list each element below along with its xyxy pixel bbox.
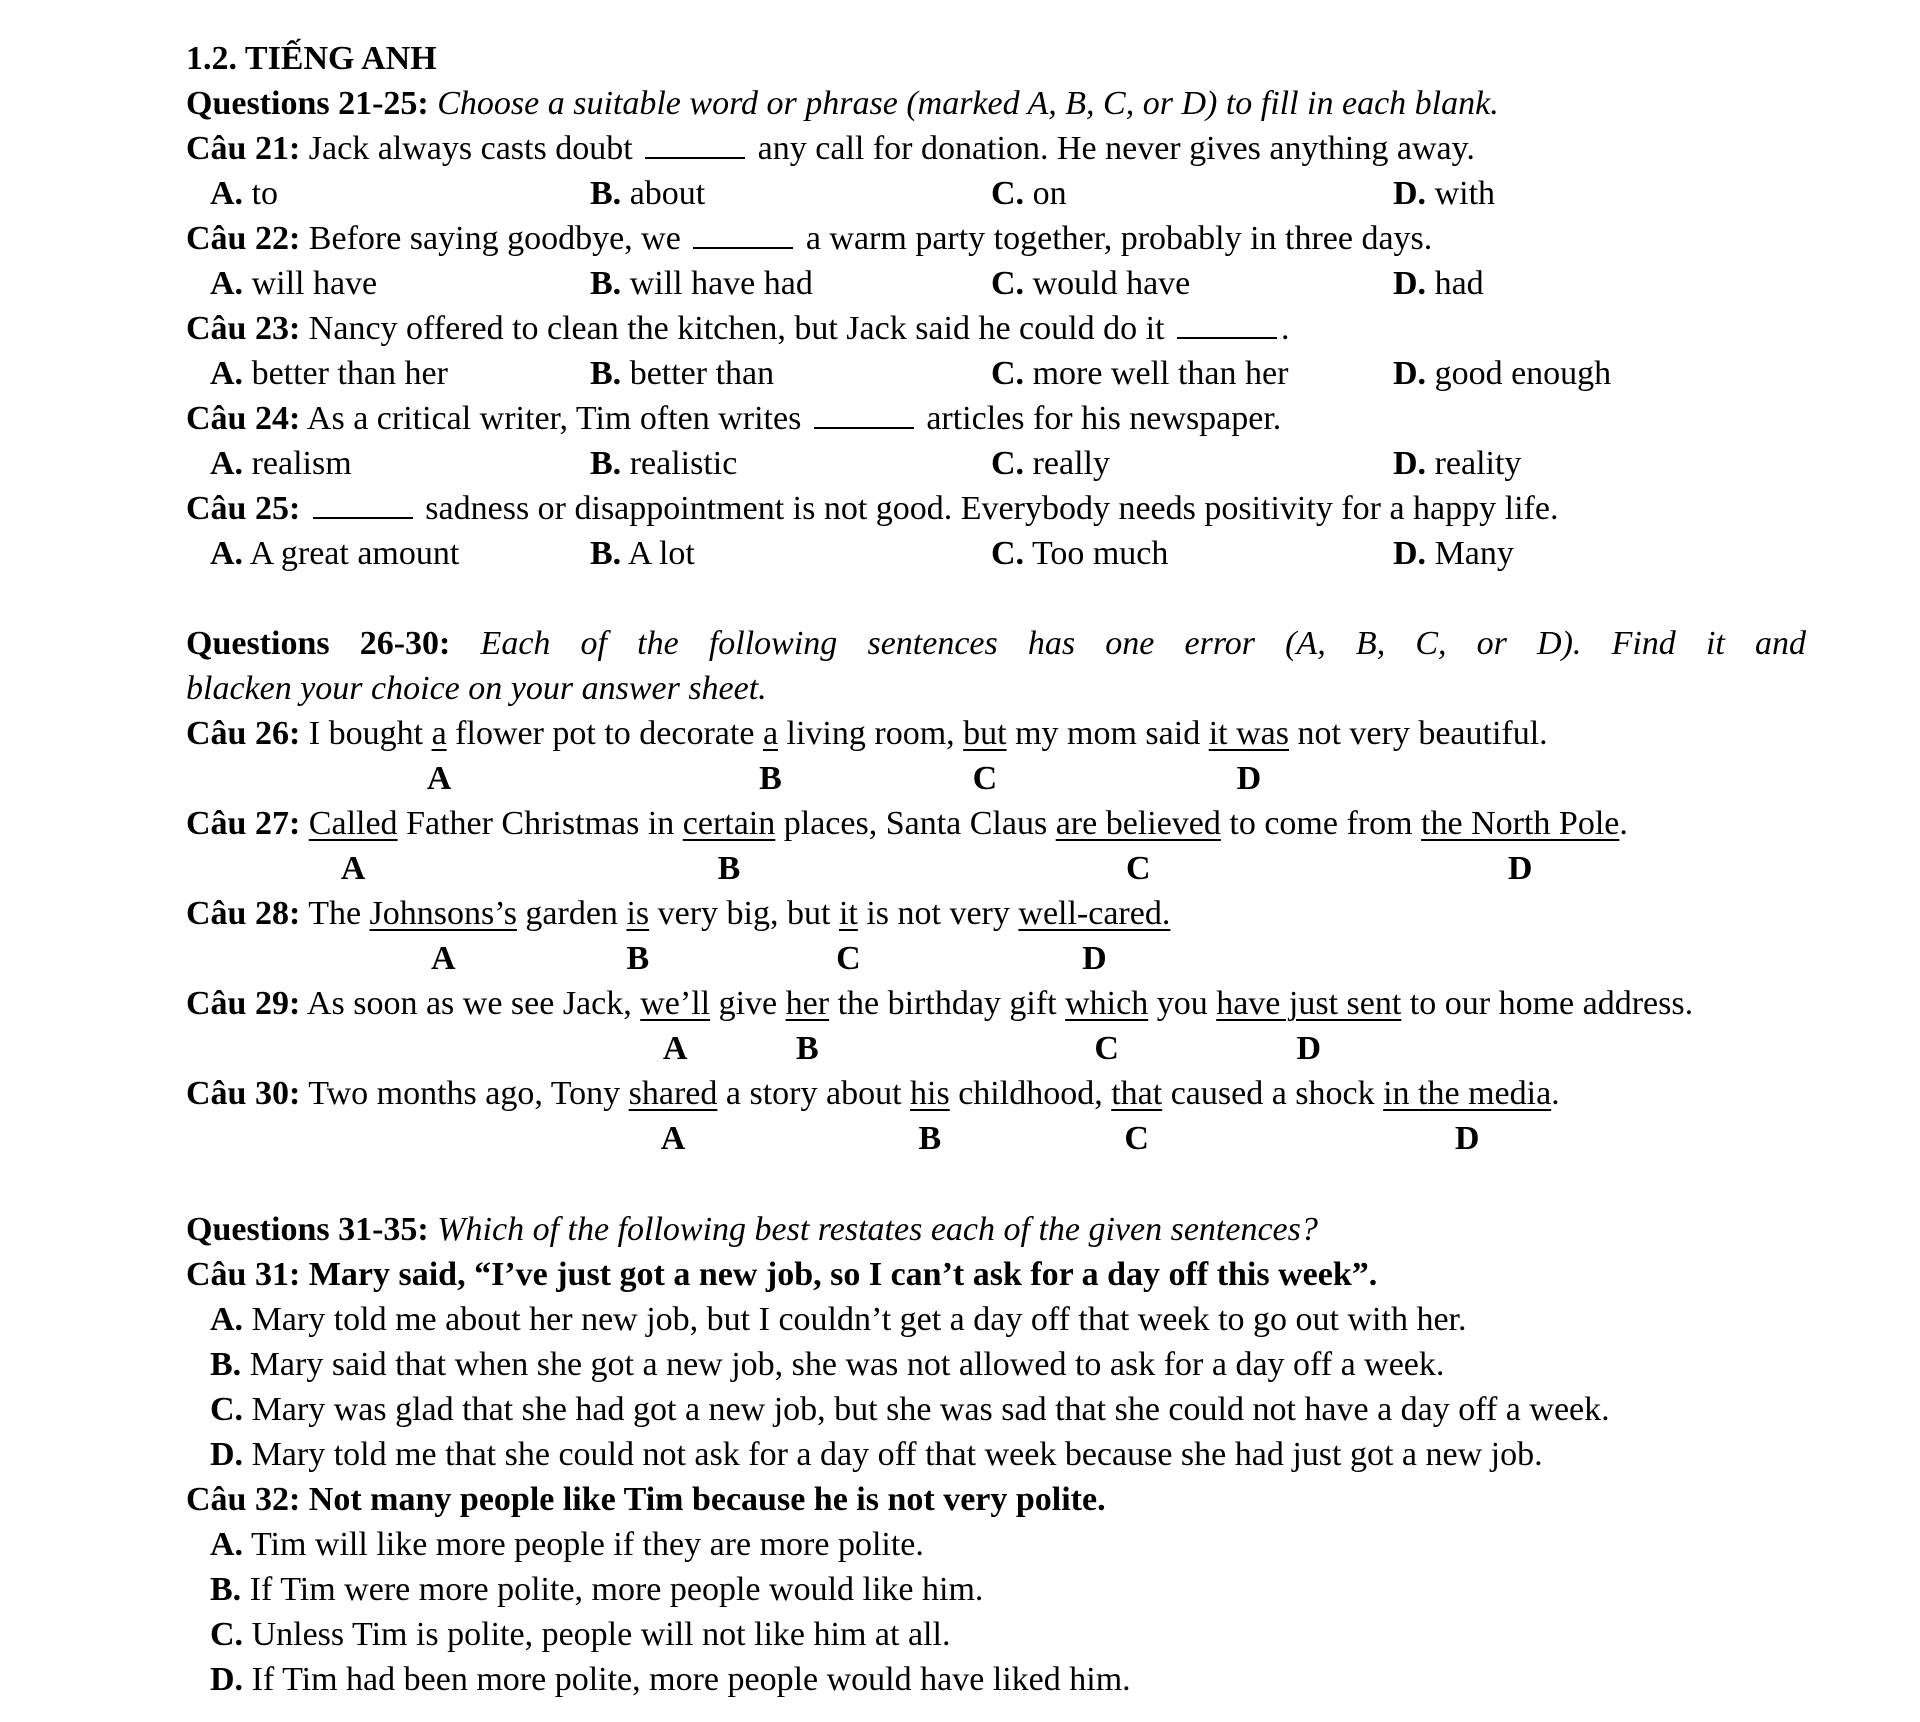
error-sentence	[186, 801, 1806, 846]
option-c[interactable]	[991, 171, 1067, 216]
underlined-part-a[interactable]: a	[431, 715, 447, 752]
question-stem	[186, 486, 1806, 531]
error-letters-row	[186, 1026, 1806, 1071]
option-key: D.	[1393, 265, 1427, 302]
question-stem	[186, 306, 1806, 351]
option-key: B.	[210, 1346, 242, 1383]
option-a[interactable]	[186, 1522, 1806, 1567]
option-key: A.	[210, 535, 244, 572]
error-sentence	[186, 981, 1806, 1026]
question-number: Câu 21:	[186, 130, 301, 167]
sentence-text: you	[1148, 985, 1217, 1022]
part1-heading	[186, 81, 1806, 126]
error-sentence	[186, 891, 1806, 936]
question-number: Câu 26:	[186, 715, 301, 752]
underlined-part-b[interactable]: certain	[682, 805, 776, 842]
error-letter-a: A	[660, 1120, 686, 1157]
sentence-text: flower pot to decorate	[446, 715, 763, 752]
option-text: will have	[251, 265, 378, 302]
question-number: Câu 30:	[186, 1075, 301, 1112]
sentence-text: .	[1551, 1075, 1560, 1112]
option-text: will have had	[629, 265, 813, 302]
stem-after-blank: any call for donation. He never gives anything away.	[757, 130, 1475, 167]
option-key: D.	[1393, 175, 1427, 212]
option-c[interactable]	[991, 261, 1190, 306]
stem-before-blank: Before saying goodbye, we	[308, 220, 681, 257]
option-text: Mary told me about her new job, but I couldn’t get a day off that week to go out with her.	[251, 1301, 1467, 1338]
option-text: on	[1032, 175, 1067, 212]
part1-instruction: Choose a suitable word or phrase (marked A, B, C, or D) to fill in each blank.	[437, 85, 1499, 122]
question-number: Câu 28:	[186, 895, 301, 932]
sentence-text: is not very	[857, 895, 1019, 932]
sentence-text: places, Santa Claus	[775, 805, 1056, 842]
underlined-part-a[interactable]: Called	[308, 805, 398, 842]
option-d[interactable]	[186, 1432, 1806, 1477]
option-text: Mary told me that she could not ask for a day off that week because she had just got a new job.	[251, 1436, 1543, 1473]
part1-label: Questions 21-25:	[186, 85, 429, 122]
sentence-text: Two months ago, Tony	[308, 1075, 629, 1112]
option-key: B.	[590, 535, 622, 572]
underlined-part-c[interactable]: but	[963, 715, 1007, 752]
options-row	[186, 531, 1806, 576]
error-letter-a: A	[426, 760, 452, 797]
option-text: with	[1434, 175, 1496, 212]
underlined-part-d[interactable]: in the media	[1383, 1075, 1552, 1112]
underlined-part-c[interactable]: are believed	[1055, 805, 1221, 842]
sentence-text: .	[1619, 805, 1628, 842]
option-key: A.	[210, 355, 244, 392]
sentence-text: Father Christmas in	[397, 805, 683, 842]
question-number: Câu 27:	[186, 805, 301, 842]
underlined-part-c[interactable]: it	[838, 895, 858, 932]
option-a[interactable]	[210, 441, 352, 486]
option-text: better than	[629, 355, 775, 392]
underlined-part-d[interactable]: the North Pole	[1421, 805, 1620, 842]
error-letter-d: D	[1296, 1030, 1322, 1067]
sentence-text: the birthday gift	[829, 985, 1066, 1022]
error-letters-row	[186, 756, 1806, 801]
option-key: C.	[991, 265, 1025, 302]
answer-blank	[313, 489, 413, 519]
options-row	[186, 441, 1806, 486]
answer-blank	[645, 129, 745, 159]
error-sentence	[186, 711, 1806, 756]
option-a[interactable]	[210, 531, 459, 576]
question-stem	[186, 1477, 1806, 1522]
sentence-text: not very beautiful.	[1288, 715, 1548, 752]
part3-instruction: Which of the following best restates each of the given sentences?	[437, 1211, 1318, 1248]
part2-label: Questions 26-30:	[186, 625, 451, 662]
sentence-text: to come from	[1220, 805, 1422, 842]
error-letter-b: B	[717, 850, 741, 887]
option-d[interactable]	[1393, 531, 1514, 576]
stem-after-blank: .	[1281, 310, 1290, 347]
option-c[interactable]	[186, 1612, 1806, 1657]
option-b[interactable]	[590, 171, 705, 216]
part3-heading	[186, 1207, 1806, 1252]
option-d[interactable]	[1393, 441, 1521, 486]
option-key: C.	[210, 1391, 244, 1428]
underlined-part-c[interactable]: which	[1065, 985, 1149, 1022]
error-letter-b: B	[796, 1030, 819, 1067]
underlined-part-c[interactable]: that	[1111, 1075, 1163, 1112]
option-key: C.	[991, 355, 1025, 392]
options-row	[186, 171, 1806, 216]
question-number: Câu 25:	[186, 490, 301, 527]
option-b[interactable]	[590, 351, 774, 396]
option-b[interactable]	[590, 261, 813, 306]
sentence-text: garden	[516, 895, 627, 932]
option-text: more well than her	[1032, 355, 1289, 392]
sentence-text: to our home address.	[1401, 985, 1694, 1022]
option-key: A.	[210, 1526, 244, 1563]
option-b[interactable]	[590, 441, 737, 486]
error-letter-d: D	[1454, 1120, 1480, 1157]
part1-questions	[186, 126, 1806, 576]
error-letter-a: A	[430, 940, 456, 977]
option-text: Mary said that when she got a new job, she was not allowed to ask for a day off a week.	[249, 1346, 1445, 1383]
section-title: 1.2. TIẾNG ANH	[186, 40, 437, 77]
option-key: D.	[210, 1436, 244, 1473]
option-text: If Tim had been more polite, more people would have liked him.	[251, 1661, 1131, 1698]
sentence-text: The	[308, 895, 370, 932]
option-key: B.	[590, 175, 622, 212]
option-text: Mary was glad that she had got a new job, but she was sad that she could not have a day off a week.	[251, 1391, 1610, 1428]
option-key: B.	[210, 1571, 242, 1608]
option-text: realism	[251, 445, 352, 482]
underlined-part-b[interactable]: her	[785, 985, 830, 1022]
exam-page	[186, 36, 1806, 1702]
option-text: If Tim were more polite, more people would like him.	[249, 1571, 984, 1608]
options-row	[186, 261, 1806, 306]
option-text: A great amount	[249, 535, 460, 572]
underlined-part-a[interactable]: shared	[628, 1075, 718, 1112]
option-text: Tim will like more people if they are more polite.	[250, 1526, 924, 1563]
stem-after-blank: articles for his newspaper.	[926, 400, 1282, 437]
option-d[interactable]	[1393, 261, 1484, 306]
option-text: realistic	[629, 445, 738, 482]
stem-after-blank: a warm party together, probably in three days.	[805, 220, 1433, 257]
option-key: C.	[991, 445, 1025, 482]
stem-after-blank: sadness or disappointment is not good. Everybody needs positivity for a happy life.	[425, 490, 1559, 527]
option-key: C.	[991, 535, 1025, 572]
error-letter-d: D	[1507, 850, 1533, 887]
option-text: better than her	[251, 355, 448, 392]
option-key: D.	[1393, 445, 1427, 482]
stem-before-blank: Nancy offered to clean the kitchen, but Jack said he could do it	[308, 310, 1165, 347]
sentence-text: give	[710, 985, 786, 1022]
option-key: B.	[590, 265, 622, 302]
error-letter-b: B	[626, 940, 650, 977]
question-number: Câu 32:	[186, 1481, 301, 1518]
option-key: C.	[991, 175, 1025, 212]
error-letter-c: C	[1124, 1120, 1149, 1157]
question-number: Câu 23:	[186, 310, 301, 347]
error-letter-c: C	[1094, 1030, 1119, 1067]
part2-heading	[186, 621, 1806, 666]
error-letters-row	[186, 936, 1806, 981]
question-stem	[186, 396, 1806, 441]
option-text: Too much	[1031, 535, 1169, 572]
error-letter-b: B	[759, 760, 782, 797]
option-a[interactable]	[210, 351, 448, 396]
sentence-text: I bought	[308, 715, 432, 752]
error-letter-b: B	[918, 1120, 942, 1157]
question-number: Câu 22:	[186, 220, 301, 257]
underlined-part-b[interactable]: his	[910, 1075, 950, 1112]
error-letters-row	[186, 846, 1806, 891]
option-key: A.	[210, 445, 244, 482]
part2-instruction-line1: Each of the following sentences has one error (A, B, C, or D). Find it and	[480, 625, 1806, 662]
option-text: A lot	[627, 535, 695, 572]
option-text: really	[1032, 445, 1110, 482]
question-stem-text: Mary said, “I’ve just got a new job, so I can’t ask for a day off this week”.	[308, 1256, 1378, 1293]
option-text: about	[629, 175, 706, 212]
underlined-part-d[interactable]: it was	[1208, 715, 1289, 752]
stem-before-blank: As a critical writer, Tim often writes	[306, 400, 802, 437]
question-number: Câu 31:	[186, 1256, 301, 1293]
error-letter-a: A	[662, 1030, 688, 1067]
question-stem	[186, 1252, 1806, 1297]
underlined-part-d[interactable]: well-cared.	[1018, 895, 1171, 932]
option-a[interactable]	[186, 1297, 1806, 1342]
option-d[interactable]	[186, 1657, 1806, 1702]
option-text: Unless Tim is polite, people will not like him at all.	[251, 1616, 951, 1653]
answer-blank	[1177, 309, 1277, 339]
sentence-text: my mom said	[1006, 715, 1209, 752]
error-letters-row	[186, 1116, 1806, 1161]
stem-before-blank: Jack always casts doubt	[308, 130, 633, 167]
error-letter-c: C	[836, 940, 861, 977]
sentence-text: childhood,	[949, 1075, 1112, 1112]
option-a[interactable]	[210, 171, 278, 216]
underlined-part-b[interactable]: a	[762, 715, 779, 752]
option-key: D.	[210, 1661, 244, 1698]
option-text: good enough	[1434, 355, 1612, 392]
option-b[interactable]	[590, 531, 695, 576]
option-text: had	[1434, 265, 1484, 302]
error-letter-c: C	[1126, 850, 1151, 887]
underlined-part-a[interactable]: we’ll	[640, 985, 711, 1022]
option-c[interactable]	[991, 531, 1168, 576]
option-text: reality	[1434, 445, 1522, 482]
error-letter-d: D	[1082, 940, 1107, 977]
part2-questions	[186, 711, 1806, 1161]
question-stem-text: Not many people like Tim because he is not very polite.	[308, 1481, 1106, 1518]
option-c[interactable]	[991, 441, 1110, 486]
question-stem	[186, 126, 1806, 171]
part2-instruction-line2: blacken your choice on your answer sheet.	[186, 670, 767, 707]
option-key: A.	[210, 175, 244, 212]
option-d[interactable]	[1393, 351, 1611, 396]
option-a[interactable]	[210, 261, 377, 306]
option-c[interactable]	[186, 1387, 1806, 1432]
option-key: B.	[590, 445, 622, 482]
option-key: D.	[1393, 355, 1427, 392]
question-number: Câu 24:	[186, 400, 301, 437]
sentence-text: caused a shock	[1162, 1075, 1384, 1112]
error-letter-c: C	[972, 760, 998, 797]
part3-questions	[186, 1252, 1806, 1702]
option-b[interactable]	[186, 1567, 1806, 1612]
option-key: A.	[210, 1301, 244, 1338]
option-d[interactable]	[1393, 171, 1495, 216]
sentence-text: living room,	[778, 715, 964, 752]
underlined-part-d[interactable]: have just sent	[1216, 985, 1402, 1022]
error-letter-d: D	[1236, 760, 1262, 797]
underlined-part-b[interactable]: is	[626, 895, 650, 932]
sentence-text: As soon as we see Jack,	[306, 985, 641, 1022]
underlined-part-a[interactable]: Johnsons’s	[369, 895, 517, 932]
part3-label: Questions 31-35:	[186, 1211, 429, 1248]
option-text: to	[251, 175, 279, 212]
sentence-text: very big, but	[649, 895, 839, 932]
option-key: A.	[210, 265, 244, 302]
option-key: D.	[1393, 535, 1427, 572]
option-text: would have	[1032, 265, 1191, 302]
answer-blank	[693, 219, 793, 249]
options-row	[186, 351, 1806, 396]
error-letter-a: A	[340, 850, 366, 887]
option-b[interactable]	[186, 1342, 1806, 1387]
question-number: Câu 29:	[186, 985, 301, 1022]
option-text: Many	[1434, 535, 1514, 572]
option-key: B.	[590, 355, 622, 392]
option-c[interactable]	[991, 351, 1288, 396]
question-stem	[186, 216, 1806, 261]
option-key: C.	[210, 1616, 244, 1653]
answer-blank	[814, 399, 914, 429]
error-sentence	[186, 1071, 1806, 1116]
sentence-text: a story about	[717, 1075, 911, 1112]
